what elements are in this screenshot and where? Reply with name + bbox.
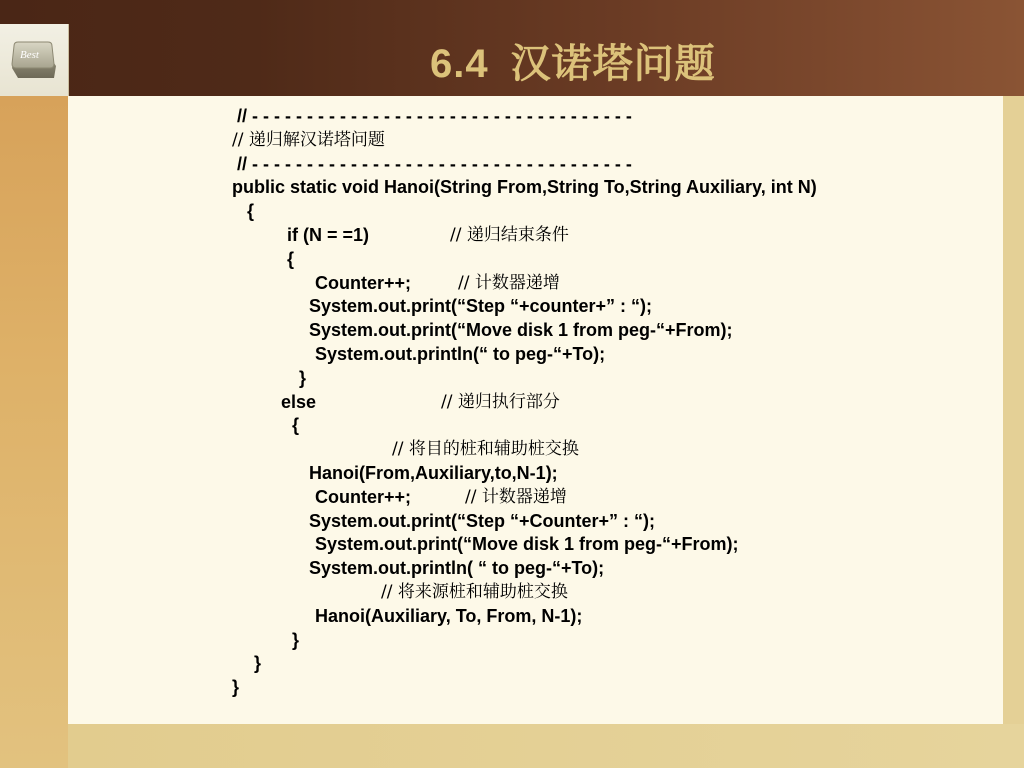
logo-text: Best (20, 49, 39, 61)
code-line: Counter++; (315, 486, 412, 507)
code-line: System.out.println( “ to peg-“+To); (309, 558, 605, 579)
code-line: System.out.print(“Step “+counter+” : “); (309, 296, 653, 317)
code-line: { (247, 201, 255, 222)
code-line: // - - - - - - - - - - - - - - - - - - - - - - - - - - - - - - - - - - - (237, 153, 632, 174)
best-key-logo (0, 24, 69, 96)
code-line: System.out.print(“Step “+Counter+” : “); (309, 510, 656, 531)
code-line: Hanoi(From,Auxiliary,to,N-1); (309, 463, 558, 483)
code-line: // - - - - - - - - - - - - - - - - - - - - - - - - - - - - - - - - - - - (237, 106, 632, 126)
code-line: else (281, 391, 317, 412)
code-line: if (N = =1) (287, 225, 370, 245)
code-line: System.out.println(“ to peg-“+To); (315, 344, 606, 364)
code-comment: // 将来源桩和辅助桩交换 (381, 582, 568, 602)
bottom-decorative-strip (68, 724, 1024, 768)
code-comment: // 递归解汉诺塔问题 (232, 129, 385, 150)
code-comment: // 计数器递增 (465, 486, 567, 507)
left-decorative-strip (0, 96, 68, 768)
code-comment: // 递归结束条件 (450, 225, 569, 245)
code-comment: // 递归执行部分 (441, 391, 560, 412)
code-comment: // 将目的桩和辅助桩交换 (392, 439, 579, 460)
code-line: Counter++; (315, 272, 412, 293)
code-line: } (232, 677, 240, 698)
code-line: { (292, 415, 300, 436)
code-line: System.out.print(“Move disk 1 from peg-“+From); (315, 534, 739, 555)
code-line: { (287, 248, 295, 269)
code-line: } (299, 367, 307, 388)
title-text: 汉诺塔问题 (510, 42, 716, 86)
code-line: System.out.print(“Move disk 1 from peg-“+From); (309, 320, 733, 341)
code-comment: // 计数器递增 (458, 272, 560, 293)
code-line: } (254, 653, 262, 674)
title-number: 6.4 (430, 42, 489, 86)
slide-title (430, 44, 716, 84)
code-line: Hanoi(Auxiliary, To, From, N-1); (315, 605, 583, 626)
right-decorative-strip (1003, 96, 1024, 724)
code-line: public static void Hanoi(String From,String To,String Auxiliary, int N) (232, 177, 817, 198)
code-line: } (292, 629, 300, 650)
keyboard-key-icon (8, 38, 58, 82)
